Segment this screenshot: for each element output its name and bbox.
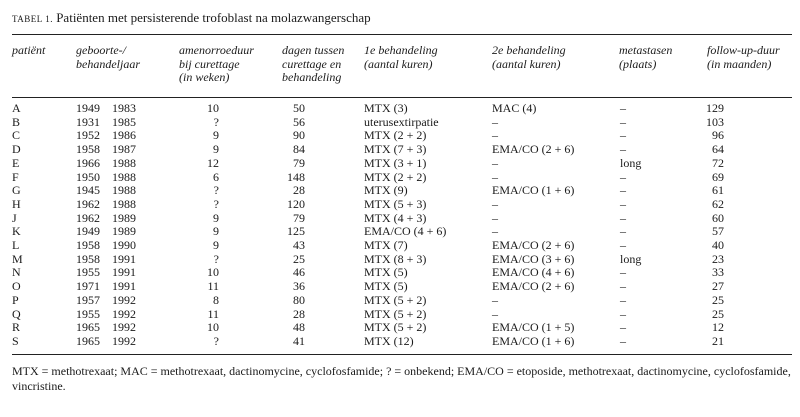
column-header-line: amenorroeduur (179, 43, 254, 57)
cell-amen: ? (213, 183, 219, 198)
column-header-line: metastasen (619, 43, 673, 57)
column-header-line: patiënt (12, 43, 46, 57)
cell-days: 41 (293, 333, 305, 348)
cell-first: MTX (3 + 1) (364, 155, 427, 170)
cell-first: MTX (5 + 3) (364, 196, 427, 211)
cell-second: – (492, 224, 498, 239)
cell-meta: – (620, 210, 626, 225)
cell-patient: B (12, 114, 21, 129)
header-rule (12, 97, 792, 98)
column-header-line: 2e behandeling (492, 43, 566, 57)
cell-fu: 23 (712, 251, 724, 266)
cell-patient: O (12, 279, 21, 294)
cell-birth: 1965 (76, 320, 100, 335)
cell-birth: 1965 (76, 333, 100, 348)
column-header-line: behandeljaar (76, 56, 140, 71)
cell-treat: 1992 (112, 333, 136, 348)
cell-birth: 1950 (76, 169, 100, 184)
cell-amen: 11 (207, 279, 219, 294)
cell-amen: 10 (207, 101, 219, 115)
cell-second: – (492, 196, 498, 211)
cell-fu: 62 (712, 196, 724, 211)
cell-first: MTX (5) (364, 265, 408, 280)
cell-first: MTX (5) (364, 279, 408, 294)
cell-second: EMA/CO (2 + 6) (492, 142, 575, 157)
cell-first: MTX (5 + 2) (364, 306, 427, 321)
column-header-line: (in weken) (179, 70, 230, 84)
cell-amen: 6 (213, 169, 219, 184)
cell-first: MTX (8 + 3) (364, 251, 427, 266)
cell-days: 28 (293, 183, 305, 198)
cell-second: MAC (4) (492, 101, 537, 115)
column-header-second (492, 44, 566, 71)
cell-days: 56 (293, 114, 305, 129)
footnote: MTX = methotrexaat; MAC = methotrexaat, dactinomycine, cyclofosfamide; ? = onbekend; EMA/CO = etoposide, methotrexaat, dactinomycine, cyclofosfamide, vincristine. (12, 364, 791, 393)
cell-treat: 1985 (112, 114, 136, 129)
cell-days: 48 (293, 320, 305, 335)
cell-patient: H (12, 196, 21, 211)
column-header-followup (707, 44, 780, 71)
cell-fu: 40 (712, 238, 724, 252)
cell-treat: 1989 (112, 224, 136, 239)
cell-birth: 1949 (76, 224, 100, 239)
cell-days: 80 (293, 292, 305, 307)
cell-amen: 8 (213, 292, 219, 307)
cell-fu: 33 (712, 265, 724, 280)
cell-days: 46 (293, 265, 305, 280)
cell-patient: C (12, 128, 21, 143)
cell-patient: S (12, 333, 19, 348)
cell-first: MTX (5 + 2) (364, 292, 427, 307)
column-header-metastases (619, 44, 672, 71)
cell-amen: 9 (213, 210, 219, 225)
cell-amen: ? (213, 196, 219, 211)
cell-patient: P (12, 292, 19, 307)
cell-treat: 1991 (112, 251, 136, 266)
cell-amen: 10 (207, 265, 219, 280)
cell-amen: 9 (213, 224, 219, 239)
cell-amen: 9 (213, 238, 219, 252)
cell-treat: 1988 (112, 196, 136, 211)
cell-birth: 1971 (76, 279, 100, 294)
cell-first: MTX (12) (364, 333, 414, 348)
cell-patient: N (12, 265, 21, 280)
cell-first: MTX (5 + 2) (364, 320, 427, 335)
cell-patient: A (12, 101, 21, 115)
cell-patient: E (12, 155, 20, 170)
cell-days: 148 (287, 169, 305, 184)
cell-patient: R (12, 320, 21, 335)
column-header-line: bij curettage (179, 56, 240, 71)
column-header-patient (12, 44, 45, 58)
cell-birth: 1955 (76, 265, 100, 280)
cell-fu: 12 (712, 320, 724, 335)
column-header-line: follow-up-duur (707, 43, 780, 57)
cell-days: 125 (287, 224, 305, 239)
cell-fu: 96 (712, 128, 724, 143)
column-header-birth_treat (76, 44, 140, 71)
cell-birth: 1955 (76, 306, 100, 321)
cell-treat: 1983 (112, 101, 136, 115)
cell-fu: 60 (712, 210, 724, 225)
column-header-line: 1e behandeling (364, 43, 438, 57)
column-header-line: (plaats) (619, 56, 657, 71)
cell-second: – (492, 292, 498, 307)
cell-days: 36 (293, 279, 305, 294)
cell-second: EMA/CO (3 + 6) (492, 251, 575, 266)
cell-treat: 1991 (112, 265, 136, 280)
column-header-first (364, 44, 438, 71)
column-header-line: (aantal kuren) (364, 56, 433, 71)
column-header-line: dagen tussen (282, 43, 345, 57)
cell-days: 90 (293, 128, 305, 143)
cell-second: EMA/CO (1 + 5) (492, 320, 575, 335)
cell-fu: 25 (712, 306, 724, 321)
cell-days: 79 (293, 210, 305, 225)
cell-second: – (492, 128, 498, 143)
cell-second: EMA/CO (2 + 6) (492, 279, 575, 294)
cell-meta: – (620, 101, 626, 115)
cell-birth: 1949 (76, 101, 100, 115)
cell-fu: 21 (712, 333, 724, 348)
column-header-line: (aantal kuren) (492, 56, 561, 71)
cell-treat: 1988 (112, 183, 136, 198)
cell-amen: ? (213, 251, 219, 266)
cell-amen: 10 (207, 320, 219, 335)
cell-amen: 12 (207, 155, 219, 170)
cell-amen: 9 (213, 142, 219, 157)
cell-days: 79 (293, 155, 305, 170)
cell-meta: – (620, 265, 626, 280)
cell-days: 43 (293, 238, 305, 252)
cell-treat: 1988 (112, 155, 136, 170)
cell-birth: 1958 (76, 251, 100, 266)
cell-meta: – (620, 196, 626, 211)
cell-second: EMA/CO (1 + 6) (492, 333, 575, 348)
cell-days: 120 (287, 196, 305, 211)
cell-meta: – (620, 114, 626, 129)
cell-first: MTX (3) (364, 101, 408, 115)
cell-meta: – (620, 169, 626, 184)
cell-patient: Q (12, 306, 21, 321)
cell-second: – (492, 210, 498, 225)
cell-days: 84 (293, 142, 305, 157)
column-header-days (282, 44, 344, 85)
cell-patient: L (12, 238, 20, 252)
column-header-line: curettage en (282, 56, 342, 71)
cell-second: – (492, 306, 498, 321)
cell-fu: 103 (706, 114, 724, 129)
cell-fu: 72 (712, 155, 724, 170)
cell-meta: – (620, 279, 626, 294)
cell-fu: 57 (712, 224, 724, 239)
table-title (12, 10, 371, 26)
cell-second: – (492, 155, 498, 170)
cell-birth: 1962 (76, 210, 100, 225)
cell-treat: 1990 (112, 238, 136, 252)
cell-patient: F (12, 169, 19, 184)
cell-meta: – (620, 142, 626, 157)
cell-meta: long (620, 251, 642, 266)
cell-patient: M (12, 251, 23, 266)
cell-meta: – (620, 333, 626, 348)
cell-amen: ? (213, 114, 219, 129)
cell-patient: G (12, 183, 21, 198)
cell-fu: 25 (712, 292, 724, 307)
cell-birth: 1958 (76, 238, 100, 252)
cell-first: MTX (2 + 2) (364, 128, 427, 143)
cell-patient: J (12, 210, 17, 225)
cell-first: uterusextirpatie (364, 114, 439, 129)
column-header-line: behandeling (282, 70, 342, 84)
cell-second: EMA/CO (2 + 6) (492, 238, 575, 252)
cell-treat: 1992 (112, 292, 136, 307)
cell-days: 25 (293, 251, 305, 266)
cell-fu: 61 (712, 183, 724, 198)
cell-amen: 11 (207, 306, 219, 321)
cell-fu: 69 (712, 169, 724, 184)
cell-first: MTX (7 + 3) (364, 142, 427, 157)
cell-first: MTX (2 + 2) (364, 169, 427, 184)
cell-birth: 1931 (76, 114, 100, 129)
cell-birth: 1957 (76, 292, 100, 307)
cell-meta: – (620, 183, 626, 198)
cell-meta: – (620, 238, 626, 252)
column-header-line: (in maanden) (707, 56, 772, 71)
cell-second: – (492, 114, 498, 129)
cell-meta: – (620, 128, 626, 143)
cell-meta: – (620, 292, 626, 307)
cell-second: EMA/CO (4 + 6) (492, 265, 575, 280)
cell-patient: K (12, 224, 21, 239)
column-header-line: geboorte-/ (76, 43, 126, 57)
cell-treat: 1991 (112, 279, 136, 294)
cell-treat: 1992 (112, 306, 136, 321)
table-label: TABEL 1. (12, 14, 53, 24)
cell-birth: 1952 (76, 128, 100, 143)
cell-treat: 1988 (112, 169, 136, 184)
cell-patient: D (12, 142, 21, 157)
cell-treat: 1986 (112, 128, 136, 143)
cell-birth: 1945 (76, 183, 100, 198)
cell-amen: ? (213, 333, 219, 348)
cell-fu: 64 (712, 142, 724, 157)
cell-treat: 1992 (112, 320, 136, 335)
table-title-text: Patiënten met persisterende trofoblast na molazwangerschap (56, 10, 371, 25)
cell-days: 28 (293, 306, 305, 321)
cell-first: MTX (7) (364, 238, 408, 252)
cell-fu: 129 (706, 101, 724, 115)
cell-days: 50 (293, 101, 305, 115)
cell-first: MTX (9) (364, 183, 408, 198)
cell-birth: 1962 (76, 196, 100, 211)
cell-second: – (492, 169, 498, 184)
cell-amen: 9 (213, 128, 219, 143)
cell-birth: 1966 (76, 155, 100, 170)
bottom-rule (12, 354, 792, 355)
cell-first: EMA/CO (4 + 6) (364, 224, 447, 239)
cell-meta: – (620, 224, 626, 239)
cell-meta: long (620, 155, 642, 170)
cell-first: MTX (4 + 3) (364, 210, 427, 225)
cell-meta: – (620, 320, 626, 335)
cell-second: EMA/CO (1 + 6) (492, 183, 575, 198)
cell-fu: 27 (712, 279, 724, 294)
top-rule (12, 34, 792, 35)
cell-treat: 1989 (112, 210, 136, 225)
cell-treat: 1987 (112, 142, 136, 157)
cell-meta: – (620, 306, 626, 321)
column-header-amenorrhea (179, 44, 254, 85)
cell-birth: 1958 (76, 142, 100, 157)
